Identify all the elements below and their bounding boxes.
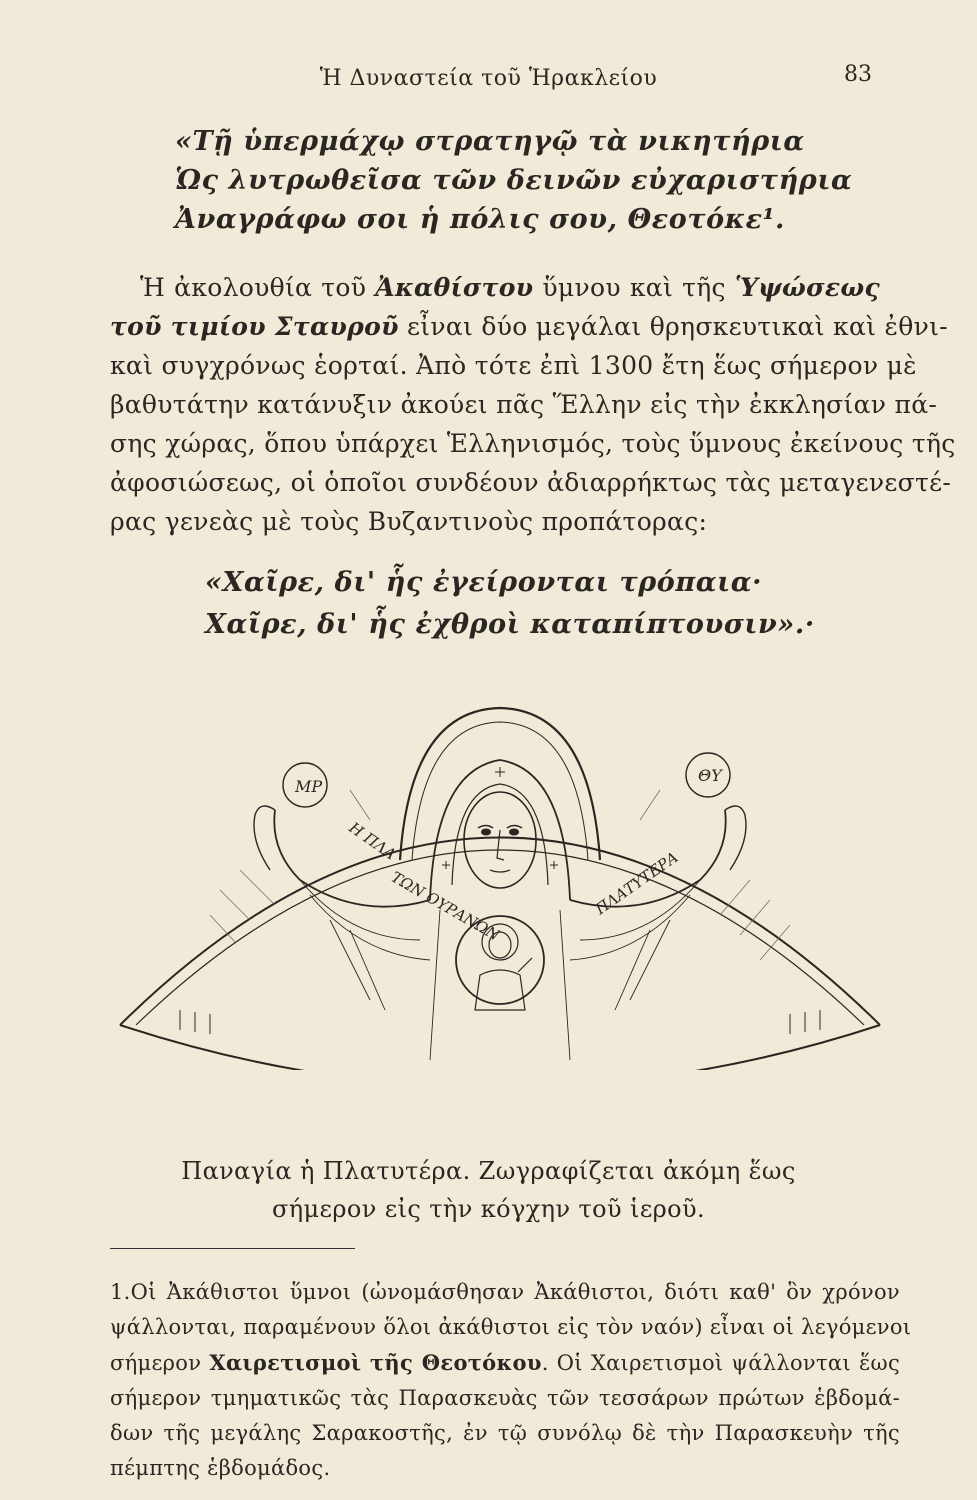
footnote-line (110, 1345, 900, 1381)
paragraph-line: βαθυτάτην κατάνυξιν ἀκούει πᾶς Ἕλλην εἰς τὴν ἐκκλησίαν πά- (110, 390, 938, 419)
refrain-line: «Χαῖρε, δι' ἧς ἐγείρονται τρόπαια· (205, 567, 763, 598)
footnote (110, 1275, 912, 1486)
verse-line: Ὡς λυτρωθεῖσα τῶν δεινῶν εὐχαριστήρια (175, 165, 853, 196)
page-number: 83 (844, 62, 872, 87)
running-title: Ἡ Δυναστεία τοῦ Ἡρακλείου (319, 66, 658, 91)
paragraph-line: ἀφοσιώσεως, οἱ ὁποῖοι συνδέουν ἀδιαρρήκτως τὰς μεταγενεστέ- (110, 468, 952, 497)
panagia-illustration (100, 680, 900, 1070)
left-inscription: Η ΠΛΑ (345, 818, 400, 864)
footnote-line: 1.Οἱ Ἀκάθιστοι ὕμνοι (ὠνομάσθησαν Ἀκάθιστοι, διότι καθ' ὃν χρόνον (110, 1280, 900, 1304)
apse-inner-arch (136, 850, 864, 1025)
footnote-line: σήμερον τμηματικῶς τὰς Παρασκευὰς τῶν τεσσάρων πρώτων ἑβδομά- (110, 1386, 900, 1410)
footnote-line: πέμπτης ἑβδομάδος. (110, 1456, 331, 1480)
paragraph-line: ρας γενεὰς μὲ τοὺς Βυζαντινοὺς προπάτορας: (110, 507, 708, 536)
apse-lower-curve (120, 1025, 880, 1070)
text-run: Ἡ ἀκολουθία τοῦ (140, 273, 376, 302)
text-run: . Οἱ Χαιρετισμοὶ ψάλλονται ἕως (541, 1351, 900, 1375)
paragraph-line (110, 268, 880, 307)
refrain-verse (205, 562, 815, 646)
caption-line: σήμερον εἰς τὴν κόγχην τοῦ ἱεροῦ. (271, 1195, 706, 1223)
virgin-face (464, 792, 536, 888)
text-run: ὕμνου καὶ τῆς (533, 273, 735, 302)
text-run: εἶναι δύο μεγάλαι θρησκευτικαὶ καὶ ἐθνι- (398, 312, 948, 341)
footnote-line: δων τῆς μεγάλης Σαρακοστῆς, ἐν τῷ συνόλῳ δὲ τὴν Παρασκευὴν τῆς (110, 1421, 900, 1445)
body-paragraph (110, 268, 956, 541)
right-arm (570, 810, 726, 907)
paragraph-line: σης χώρας, ὅπου ὑπάρχει Ἑλληνισμός, τοὺς ὕμνους ἐκείνους τῆς (110, 429, 956, 458)
refrain-line: Χαῖρε, δι' ἧς ἐχθροὶ καταπίπτουσιν».· (205, 609, 815, 640)
verse-line: «Τῇ ὑπερμάχῳ στρατηγῷ τὰ νικητήρια (175, 126, 805, 157)
right-hand (725, 806, 746, 870)
emphasis-akathistou: Ἀκαθίστου (375, 273, 534, 302)
text-run: σήμερον (110, 1351, 210, 1375)
emphasis-ypsoseos: Ὑψώσεως (734, 273, 880, 302)
emphasis-chairetismoi: Χαιρετισμοὶ τῆς Θεοτόκου (209, 1350, 542, 1375)
paragraph-line (110, 307, 948, 346)
theta-inscription: ΘΥ (698, 766, 722, 785)
right-inscription: ΠΛΑΤΥΤΕΡΑ (591, 848, 682, 919)
hymn-verse (175, 122, 895, 239)
center-inscription: ΤΩΝ ΟΥΡΑΝΩΝ (388, 867, 503, 945)
paragraph-line: καὶ συγχρόνως ἑορταί. Ἀπὸ τότε ἐπὶ 1300 ἔτη ἕως σήμερον μὲ (110, 351, 917, 380)
footnote-rule (110, 1248, 355, 1249)
mp-inscription: ΜΡ (295, 777, 323, 796)
emphasis-stavrou: τοῦ τιμίου Σταυροῦ (110, 312, 399, 341)
apse-drawing (100, 680, 900, 1070)
verse-line: Ἀναγράφω σοι ἡ πόλις σου, Θεοτόκε¹. (175, 204, 786, 235)
caption-line: Παναγία ἡ Πλατυτέρα. Ζωγραφίζεται ἀκόμη ἕως (181, 1157, 796, 1185)
footnote-line: ψάλλονται, παραμένουν ὅλοι ἀκάθιστοι εἰς τὸν ναόν) εἶναι οἱ λεγόμενοι (110, 1315, 912, 1339)
figure-caption (0, 1152, 977, 1228)
left-hand (254, 806, 275, 870)
